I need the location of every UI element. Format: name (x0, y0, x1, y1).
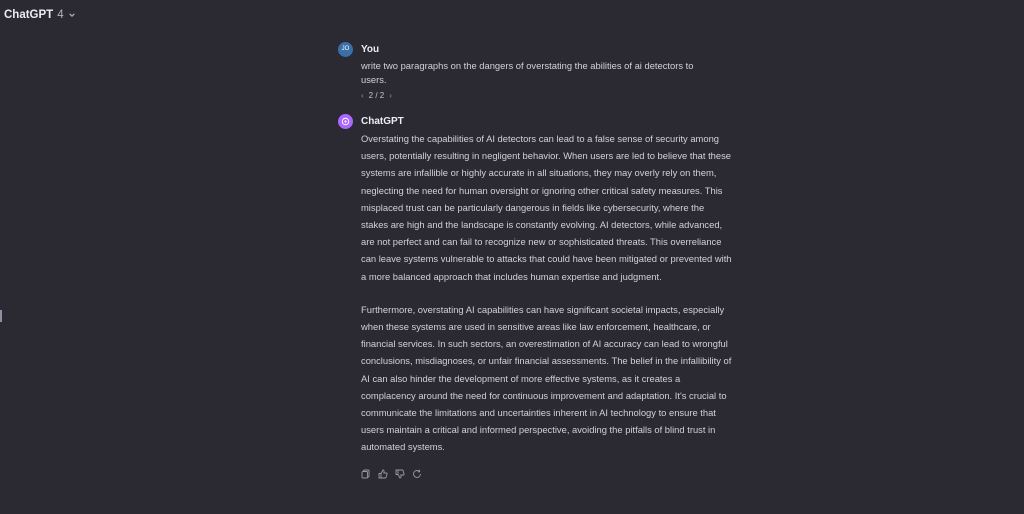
user-message (338, 41, 738, 100)
sidebar-handle[interactable] (0, 310, 2, 322)
user-avatar: JO (338, 42, 353, 57)
message-actions (361, 466, 738, 476)
assistant-paragraph: Overstating the capabilities of AI detectors can lead to a false sense of security among users, potentially resulting in negligent behavior. When users are led to believe that these systems are infallible or highly accurate in all situations, they may overly rely on them, neglecting the need for human oversight or ignoring other critical safety measures. This misplaced trust can be particularly dangerous in fields like cybersecurity, where the stakes are high and the landscape is constantly evolving. AI detectors, while advanced, are not perfect and can fail to recognize new or sophisticated threats. This overreliance can leave systems vulnerable to attacks that could have been mitigated or prevented with a more balanced approach that includes human expertise and judgment. (361, 133, 732, 282)
model-selector[interactable] (4, 9, 76, 21)
previous-response-button[interactable]: ‹ (361, 91, 364, 100)
response-pager (361, 91, 738, 100)
pager-label: 2 / 2 (368, 91, 385, 100)
model-version: 4 (57, 9, 64, 21)
assistant-paragraph: Furthermore, overstating AI capabilities can have significant societal impacts, especially when these systems are used in sensitive areas like law enforcement, healthcare, or financial services. In such sectors, an overestimation of AI accuracy can lead to wrongful conclusions, misdiagnoses, or unfair financial assessments. The belief in the infallibility of AI can also hinder the development of more effective systems, as it creates a complacency around the need for continuous improvement and adaptation. It's crucial to communicate the limitations and uncertainties inherent in AI technology to ensure that users maintain a critical and informed perspective, avoiding the pitfalls of blind trust in automated systems. (361, 303, 732, 453)
thumbs-up-icon[interactable] (378, 466, 388, 476)
model-name: ChatGPT (4, 9, 54, 21)
next-response-button[interactable]: › (389, 91, 392, 100)
regenerate-icon[interactable] (412, 466, 422, 476)
openai-logo-icon (341, 117, 350, 126)
message-author: ChatGPT (361, 115, 404, 127)
message-author: You (361, 43, 380, 55)
user-message-text: write two paragraphs on the dangers of overstating the abilities of ai detectors to users. (361, 60, 694, 85)
assistant-avatar (338, 114, 353, 129)
copy-icon[interactable] (361, 466, 371, 476)
assistant-message (338, 113, 738, 476)
chevron-down-icon (68, 11, 76, 19)
thumbs-down-icon[interactable] (395, 466, 405, 476)
